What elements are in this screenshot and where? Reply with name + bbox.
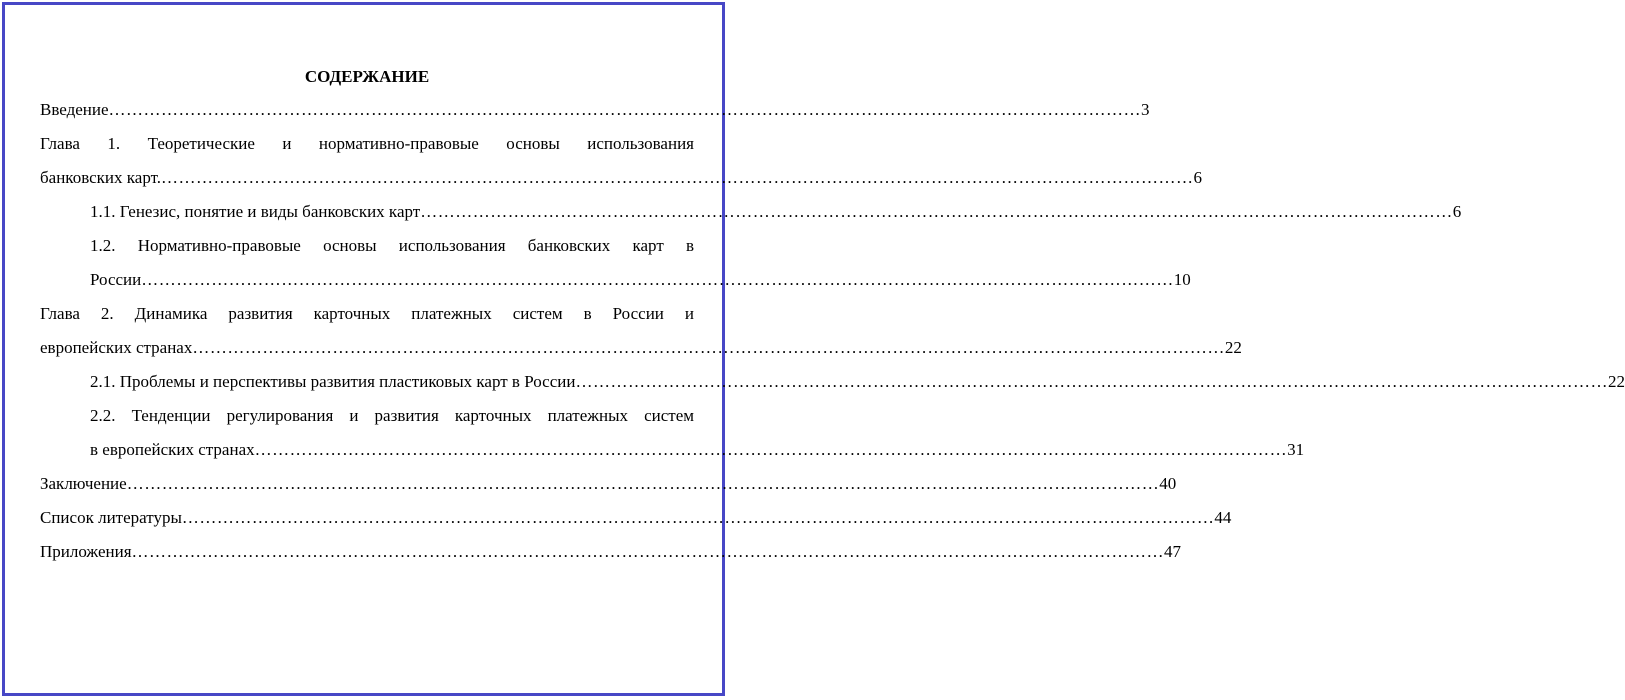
toc-entry-chapter-2: Глава 2. Динамика развития карточных платежных систем в России и	[40, 304, 694, 323]
toc-entry-chapter-1-cont	[40, 161, 1202, 195]
dot-leader: ……………………………………………………………………………………………………………………………………………………………	[141, 270, 1174, 289]
toc-entry-introduction	[40, 93, 1150, 127]
toc-entry-text: банковских карт.	[40, 168, 161, 187]
toc-entry-conclusion	[40, 467, 1177, 501]
dot-leader: ……………………………………………………………………………………………………………………………………………………………	[181, 508, 1215, 527]
toc-entry-section-2-1	[40, 365, 1625, 399]
toc-page-number: 10	[1173, 270, 1191, 289]
dot-leader: ……………………………………………………………………………………………………………………………………………………………	[254, 440, 1288, 459]
dot-leader: ……………………………………………………………………………………………………………………………………………………………	[575, 372, 1608, 391]
dot-leader: ……………………………………………………………………………………………………………………………………………………………	[161, 168, 1194, 187]
toc-entry-appendices	[40, 535, 1182, 569]
dot-leader: ……………………………………………………………………………………………………………………………………………………………	[126, 474, 1160, 493]
toc-entry-chapter-2-cont	[40, 331, 1242, 365]
table-of-contents	[40, 65, 1625, 569]
toc-page-number: 22	[1224, 338, 1242, 357]
toc-entry-text: России	[90, 270, 142, 289]
dot-leader: ……………………………………………………………………………………………………………………………………………………………	[192, 338, 1225, 357]
toc-page-number: 6	[1193, 168, 1202, 187]
toc-entry-section-1-2-cont	[40, 263, 1191, 297]
toc-entry-text: в европейских странах	[90, 440, 255, 459]
dot-leader: ……………………………………………………………………………………………………………………………………………………………	[131, 542, 1165, 561]
toc-entry-chapter-1: Глава 1. Теоретические и нормативно-правовые основы использования	[40, 134, 694, 153]
dot-leader: ……………………………………………………………………………………………………………………………………………………………	[108, 100, 1142, 119]
toc-page-number: 22	[1607, 372, 1625, 391]
toc-entry-section-1-2: 1.2. Нормативно-правовые основы использования банковских карт в	[90, 236, 694, 255]
toc-page-number: 44	[1214, 508, 1232, 527]
toc-title: СОДЕРЖАНИЕ	[304, 67, 430, 86]
toc-entry-references	[40, 501, 1232, 535]
toc-page-number: 31	[1287, 440, 1305, 459]
toc-page-number: 47	[1164, 542, 1182, 561]
toc-page-number: 6	[1452, 202, 1462, 221]
toc-entry-section-2-2-cont	[40, 433, 1305, 467]
toc-entry-text: Введение	[40, 100, 109, 119]
toc-entry-text: 2.1. Проблемы и перспективы развития пластиковых карт в России	[90, 372, 576, 391]
toc-entry-text: европейских странах	[40, 338, 193, 357]
toc-entry-text: Список литературы	[40, 508, 182, 527]
toc-entry-text: Приложения	[40, 542, 132, 561]
toc-page-number: 40	[1159, 474, 1177, 493]
toc-entry-section-2-2: 2.2. Тенденции регулирования и развития карточных платежных систем	[90, 406, 694, 425]
toc-entry-text: 1.1. Генезис, понятие и виды банковских карт	[90, 202, 421, 221]
toc-entry-text: Заключение	[40, 474, 127, 493]
page-border	[2, 2, 1625, 696]
dot-leader: ……………………………………………………………………………………………………………………………………………………………	[420, 202, 1453, 221]
toc-page-number: 3	[1141, 100, 1150, 119]
toc-entry-section-1-1	[40, 195, 1462, 229]
